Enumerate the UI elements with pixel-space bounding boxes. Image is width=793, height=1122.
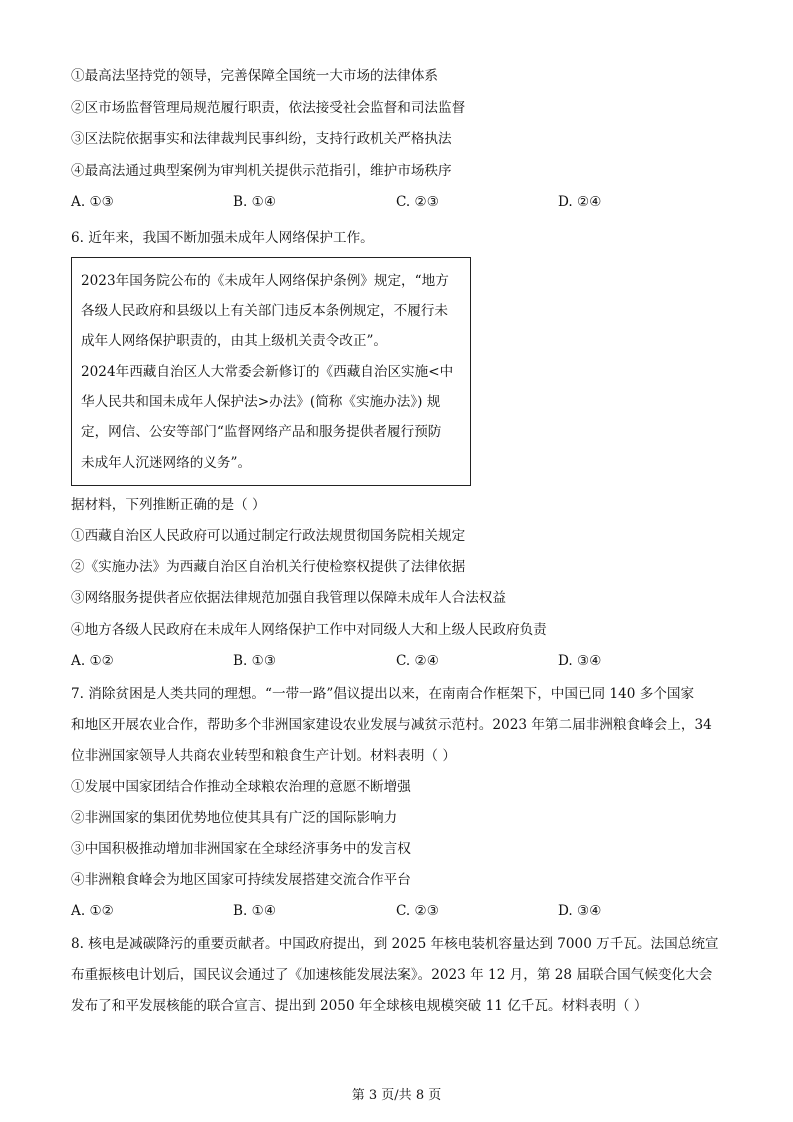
q5-option-c[interactable]: C. ②③ [396, 194, 439, 210]
q7-stem-line: 7. 消除贫困是人类共同的理想。“一带一路”倡议提出以来，在南南合作框架下，中国已同 140 多个国家 [71, 686, 695, 702]
q6-material-box [71, 257, 471, 486]
q6-material-line: 成年人网络保护职责的，由其上级机关责令改正”。 [81, 333, 388, 349]
q5-item-1: ①最高法坚持党的领导，完善保障全国统一大市场的法律体系 [71, 68, 439, 84]
q5-option-d[interactable]: D. ②④ [558, 194, 602, 210]
q5-item-4: ④最高法通过典型案例为审判机关提供示范指引，维护市场秩序 [71, 163, 452, 179]
page-number: 第 3 页/共 8 页 [351, 1088, 442, 1103]
q7-item-3: ③中国积极推动增加非洲国家在全球经济事务中的发言权 [71, 841, 411, 857]
q5-option-b[interactable]: B. ①④ [233, 194, 277, 210]
q6-item-2: ②《实施办法》为西藏自治区自治机关行使检察权提供了法律依据 [71, 559, 466, 575]
q6-option-c[interactable]: C. ②④ [396, 653, 439, 669]
q8-stem-line: 8. 核电是减碳降污的重要贡献者。中国政府提出，到 2025 年核电装机容量达到 7000 万千瓦。法国总统宣 [71, 936, 719, 952]
q7-option-a[interactable]: A. ①② [71, 903, 114, 919]
q6-question: 据材料，下列推断正确的是（ ） [71, 497, 266, 513]
q7-option-b[interactable]: B. ①④ [233, 903, 277, 919]
q6-material-line: 华人民共和国未成年人保护法>办法》(简称《实施办法》) 规 [81, 394, 441, 410]
q7-stem-line: 位非洲国家领导人共商农业转型和粮食生产计划。材料表明（ ） [71, 748, 456, 764]
q6-material-line: 未成年人沉迷网络的义务”。 [81, 455, 252, 471]
q6-stem: 6. 近年来，我国不断加强未成年人网络保护工作。 [71, 230, 374, 246]
q5-item-2: ②区市场监督管理局规范履行职责，依法接受社会监督和司法监督 [71, 100, 466, 116]
q7-option-d[interactable]: D. ③④ [558, 903, 602, 919]
q7-options [71, 903, 721, 919]
q5-options [71, 194, 721, 210]
q5-option-a[interactable]: A. ①③ [71, 194, 114, 210]
q6-material-line: 2023年国务院公布的《未成年人网络保护条例》规定，“地方 [81, 273, 449, 289]
q5-item-3: ③区法院依据事实和法律裁判民事纠纷，支持行政机关严格执法 [71, 131, 452, 147]
q6-material-line: 各级人民政府和县级以上有关部门违反本条例规定，不履行未 [81, 303, 449, 319]
q8-stem-line: 发布了和平发展核能的联合宣言、提出到 2050 年全球核电规模突破 11 亿千瓦。材料表明（ ） [71, 998, 648, 1014]
q7-item-2: ②非洲国家的集团优势地位使其具有广泛的国际影响力 [71, 810, 398, 826]
q7-item-1: ①发展中国家团结合作推动全球粮农治理的意愿不断增强 [71, 779, 411, 795]
q7-option-c[interactable]: C. ②③ [396, 903, 439, 919]
q6-item-4: ④地方各级人民政府在未成年人网络保护工作中对同级人大和上级人民政府负责 [71, 622, 547, 638]
q6-item-1: ①西藏自治区人民政府可以通过制定行政法规贯彻国务院相关规定 [71, 528, 466, 544]
q6-option-a[interactable]: A. ①② [71, 653, 114, 669]
q7-stem-line: 和地区开展农业合作，帮助多个非洲国家建设农业发展与减贫示范村。2023 年第二届非洲粮食峰会上，34 [71, 717, 712, 733]
q8-stem-line: 布重振核电计划后，国民议会通过了《加速核能发展法案》。2023 年 12 月，第 28 届联合国气候变化大会 [71, 967, 713, 983]
q7-item-4: ④非洲粮食峰会为地区国家可持续发展搭建交流合作平台 [71, 872, 411, 888]
q6-item-3: ③网络服务提供者应依据法律规范加强自我管理以保障未成年人合法权益 [71, 590, 506, 606]
q6-material-line: 定，网信、公安等部门“监督网络产品和服务提供者履行预防 [81, 424, 442, 440]
q6-options [71, 653, 721, 669]
q6-material-line: 2024年西藏自治区人大常委会新修订的《西藏自治区实施<中 [81, 364, 454, 380]
q6-option-d[interactable]: D. ③④ [558, 653, 602, 669]
q6-option-b[interactable]: B. ①③ [233, 653, 277, 669]
